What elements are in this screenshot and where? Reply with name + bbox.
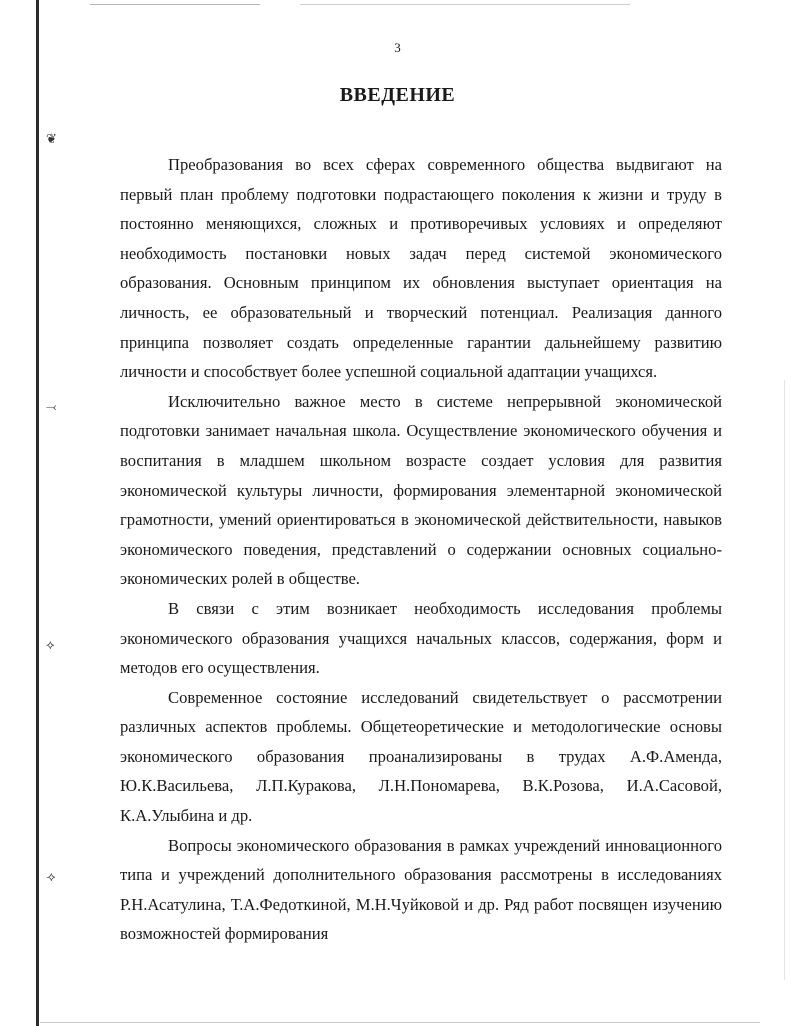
paragraph: Современное состояние исследований свидетельствует о рассмотрении различных аспектов проблемы. Общетеоретические и методологические основы экономического образования проанализированы в трудах А.Ф.Аменда, Ю.К.Васильева, Л.П.Куракова, Л.Н.Пономарева, В.К.Розова, И.А.Сасовой, К.А.Улыбина и др. — [120, 687, 722, 826]
document-body — [120, 150, 722, 949]
paragraph: Исключительно важное место в системе непрерывной экономической подготовки занимает начальная школа. Осуществление экономического обучения и воспитания в младшем школьном возрасте создает условия для развития экономической культуры личности, формирования элементарной экономической грамотности, умений ориентироваться в экономической действительности, навыков экономического поведения, представлений о содержании основных социально-экономических ролей в обществе. — [120, 391, 722, 589]
paragraph: В связи с этим возникает необходимость исследования проблемы экономического образования учащихся начальных классов, содержания, форм и методов его осуществления. — [120, 598, 722, 678]
page-number: 3 — [394, 40, 401, 55]
paragraph: Вопросы экономического образования в рамках учреждений инновационного типа и учреждений дополнительного образования рассмотрены в исследованиях Р.Н.Асатулина, Т.А.Федоткиной, М.Н.Чуйковой и др. Ряд работ посвящен изучению возможностей формирования — [120, 835, 722, 944]
margin-mark-icon: ⟢ — [46, 870, 56, 885]
scan-bottom-rule — [40, 1022, 760, 1023]
page-title: ВВЕДЕНИЕ — [339, 84, 456, 106]
margin-mark-icon: ⟡ — [46, 638, 55, 653]
scan-right-shadow — [784, 380, 785, 980]
scan-top-rule — [90, 4, 260, 5]
paragraph: Преобразования во всех сферах современного общества выдвигают на первый план проблему подготовки подрастающего поколения к жизни и труду в постоянно меняющихся, сложных и противоречивых условиях и определяют необходимость постановки новых задач перед системой экономического образования. Основным принципом их обновления выступает ориентация на личность, ее образовательный и творческий потенциал. Реализация данного принципа позволяет создать определенные гарантии дальнейшему развитию личности и способствует более успешной социальной адаптации учащихся. — [120, 155, 722, 382]
margin-mark-icon: ⤙ — [46, 400, 57, 415]
margin-mark-icon: ❦ — [46, 132, 57, 147]
scan-left-edge — [36, 0, 39, 1026]
scan-top-rule — [300, 4, 630, 5]
